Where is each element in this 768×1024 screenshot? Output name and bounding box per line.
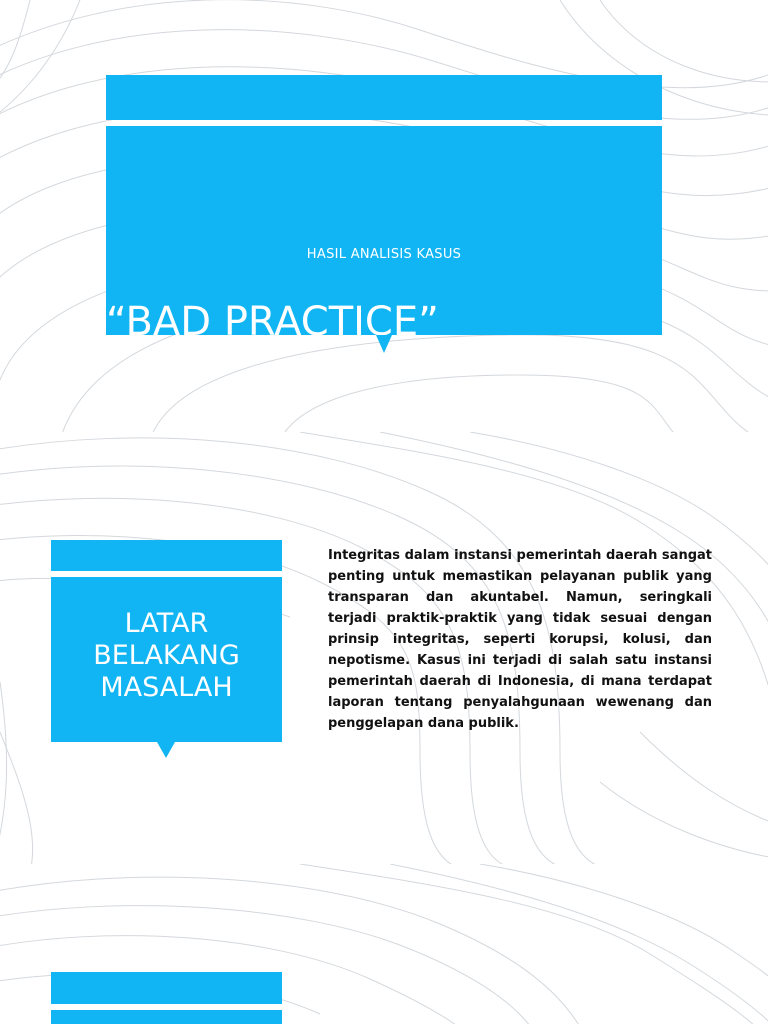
header-accent-bar — [106, 75, 662, 120]
slide-title-clip — [104, 296, 564, 336]
panel-pointer — [157, 742, 175, 758]
slide-2 — [0, 432, 768, 864]
section-title-line: MASALAH — [100, 672, 233, 703]
header-accent-bar — [51, 540, 282, 571]
slide-1 — [0, 0, 768, 432]
section-title — [51, 608, 282, 704]
section-title-line: BELAKANG — [93, 640, 240, 671]
slide-subtitle: HASIL ANALISIS KASUS — [306, 247, 462, 262]
section-title-line: LATAR — [124, 608, 209, 639]
slide-3 — [0, 864, 768, 1024]
title-panel — [51, 1010, 282, 1024]
body-paragraph: Integritas dalam instansi pemerintah daerah sangat penting untuk memastikan pelayanan publik yang transparan dan akuntabel. Namun, seringkali terjadi praktik-praktik yang tidak sesuai dengan prinsip integritas, seperti korupsi, kolusi, dan nepotisme. Kasus ini terjadi di salah satu instansi pemerintah daerah di Indonesia, di mana terdapat laporan tentang penyalahgunaan wewenang dan penggelapan dana publik. — [328, 548, 712, 731]
header-accent-bar — [51, 972, 282, 1004]
panel-pointer — [376, 335, 392, 353]
slide-title: “BAD PRACTICE” — [106, 299, 439, 336]
